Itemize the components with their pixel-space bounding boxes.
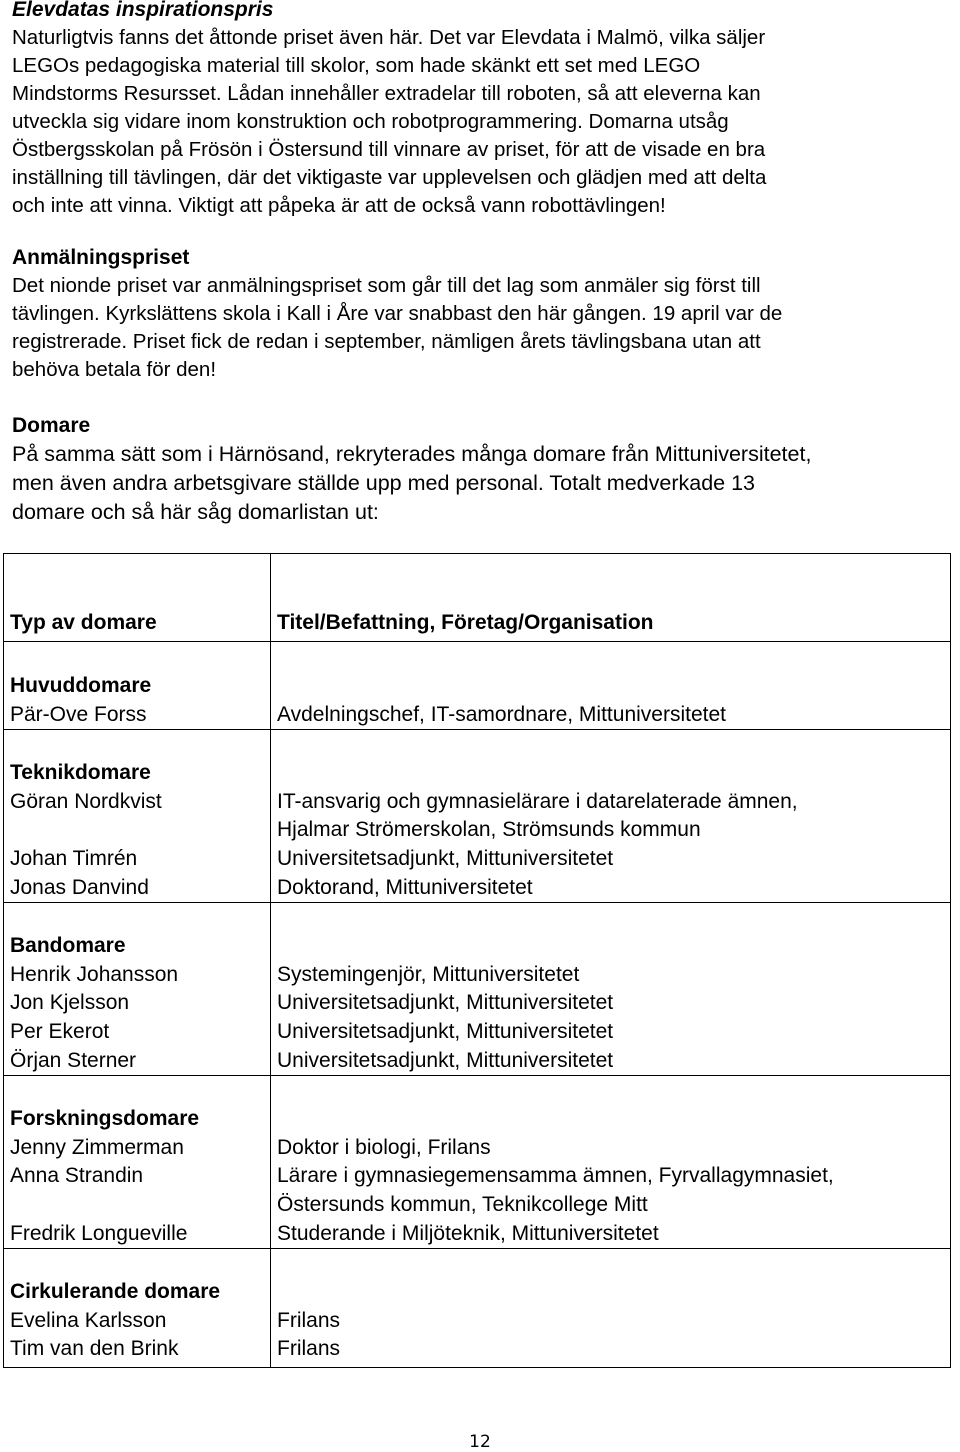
body-line: Östbergsskolan på Frösön i Östersund till vinnare av priset, för att de visade en bra [12, 138, 766, 161]
table-header-row [4, 554, 951, 642]
judge-title: Östersunds kommun, Teknikcollege Mitt [277, 1192, 648, 1216]
table-row [4, 1249, 951, 1368]
judge-name: Jon Kjelsson [10, 991, 130, 1015]
category-label: Teknikdomare [10, 761, 151, 785]
section-title: Domare [12, 414, 91, 437]
title-cell [271, 1249, 951, 1368]
category-label: Bandomare [10, 934, 126, 958]
body-line: Naturligtvis fanns det åttonde priset även här. Det var Elevdata i Malmö, vilka säljer [12, 26, 766, 49]
category-label: Forskningsdomare [10, 1107, 200, 1131]
section-title: Elevdatas inspirationspris [12, 0, 274, 21]
judge-title: Doktorand, Mittuniversitetet [277, 875, 533, 899]
body-line: tävlingen. Kyrkslättens skola i Kall i Åre var snabbast den här gången. 19 april var de [12, 302, 783, 325]
judge-title: Frilans [277, 1337, 341, 1361]
judge-title: Universitetsadjunkt, Mittuniversitetet [277, 991, 614, 1015]
section-domare [12, 412, 811, 527]
judge-name: Pär-Ove Forss [10, 702, 147, 726]
judge-title: IT-ansvarig och gymnasielärare i datarelaterade ämnen, [277, 789, 798, 813]
table-row [4, 903, 951, 1076]
type-cell [4, 642, 271, 730]
section-anmalningspriset [12, 244, 782, 384]
judge-title: Studerande i Miljöteknik, Mittuniversitetet [277, 1221, 659, 1245]
body-line: registrerade. Priset fick de redan i september, nämligen årets tävlingsbana utan att [12, 330, 761, 353]
type-cell [4, 903, 271, 1076]
body-line: På samma sätt som i Härnösand, rekryterades många domare från Mittuniversitetet, [12, 442, 812, 466]
title-cell [271, 1076, 951, 1249]
title-cell [271, 730, 951, 903]
section-body [12, 272, 782, 384]
section-title: Anmälningspriset [12, 246, 190, 269]
judge-name: Anna Strandin [10, 1164, 144, 1188]
judge-name: Johan Timrén [10, 846, 138, 870]
type-cell [4, 1076, 271, 1249]
judge-title: Universitetsadjunkt, Mittuniversitetet [277, 846, 614, 870]
header-title: Titel/Befattning, Företag/Organisation [271, 554, 951, 642]
judge-title: Frilans [277, 1308, 341, 1332]
table-row [4, 642, 951, 730]
table-row [4, 730, 951, 903]
body-line: inställning till tävlingen, där det viktigaste var upplevelsen och glädjen med att delta [12, 166, 767, 189]
judge-title: Systemingenjör, Mittuniversitetet [277, 962, 580, 986]
section-body [12, 24, 766, 220]
judge-name: Henrik Johansson [10, 962, 179, 986]
body-line: men även andra arbetsgivare ställde upp med personal. Totalt medverkade 13 [12, 471, 755, 495]
judge-title: Universitetsadjunkt, Mittuniversitetet [277, 1019, 614, 1043]
body-line: LEGOs pedagogiska material till skolor, som hade skänkt ett set med LEGO [12, 54, 701, 77]
judge-name: Tim van den Brink [10, 1337, 179, 1361]
title-cell [271, 903, 951, 1076]
header-type: Typ av domare [4, 554, 271, 642]
body-line: domare och så här såg domarlistan ut: [12, 500, 379, 524]
category-label: Huvuddomare [10, 674, 152, 697]
judge-title: Universitetsadjunkt, Mittuniversitetet [277, 1048, 614, 1072]
judges-table [3, 553, 951, 1368]
judge-title: Lärare i gymnasiegemensamma ämnen, Fyrvallagymnasiet, [277, 1164, 834, 1188]
judge-name: Göran Nordkvist [10, 789, 162, 813]
title-cell [271, 642, 951, 730]
section-body [12, 440, 811, 527]
body-line: utveckla sig vidare inom konstruktion och robotprogrammering. Domarna utsåg [12, 110, 729, 133]
judge-name: Jonas Danvind [10, 875, 149, 899]
table-row [4, 1076, 951, 1249]
category-label: Cirkulerande domare [10, 1280, 221, 1304]
judge-name: Jenny Zimmerman [10, 1135, 184, 1159]
judge-title: Avdelningschef, IT-samordnare, Mittuniversitetet [277, 702, 726, 726]
judge-name: Per Ekerot [10, 1019, 110, 1043]
type-cell [4, 730, 271, 903]
section-elevdatas-inspirationspris [12, 0, 766, 220]
page-number: 12 [469, 1432, 491, 1452]
body-line: Det nionde priset var anmälningspriset som går till det lag som anmäler sig först till [12, 274, 761, 297]
body-line: Mindstorms Resursset. Lådan innehåller extradelar till roboten, så att eleverna kan [12, 82, 761, 105]
body-line: behöva betala för den! [12, 358, 217, 381]
body-line: och inte att vinna. Viktigt att påpeka är att de också vann robottävlingen! [12, 194, 666, 217]
judge-name: Fredrik Longueville [10, 1221, 188, 1245]
judge-name: Evelina Karlsson [10, 1308, 167, 1332]
type-cell [4, 1249, 271, 1368]
judge-title: Hjalmar Strömerskolan, Strömsunds kommun [277, 818, 701, 842]
judge-title: Doktor i biologi, Frilans [277, 1135, 491, 1159]
judge-name: Örjan Sterner [10, 1048, 137, 1072]
